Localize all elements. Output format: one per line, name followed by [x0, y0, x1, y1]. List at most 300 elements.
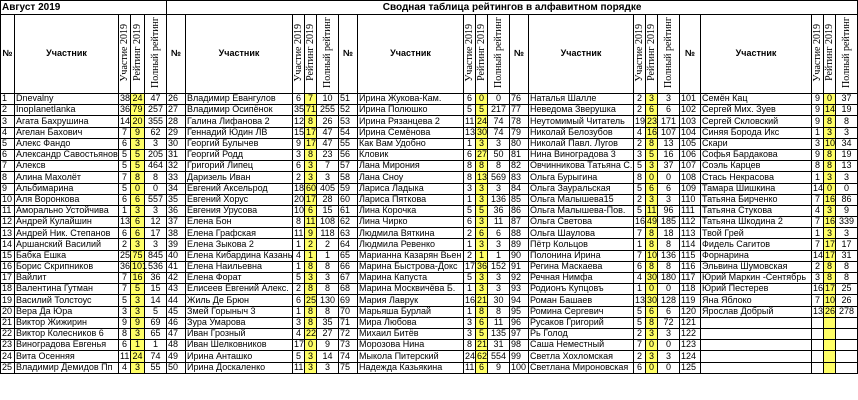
participation-2019: 20: [294, 193, 305, 204]
full-rating: 19: [836, 105, 858, 116]
full-rating: 8: [317, 284, 339, 295]
header-full: [488, 15, 510, 94]
participant-name: Евгений Хорус: [186, 194, 293, 205]
participation-2019: 3: [812, 138, 824, 149]
participant-name: Вайлит: [15, 273, 119, 284]
full-rating: [836, 351, 858, 362]
rating-2019: 3: [476, 183, 488, 194]
rating-2019: 8: [646, 317, 658, 328]
rating-2019: 16: [825, 193, 836, 204]
header-rank-label: Рейтинг 2019: [824, 24, 836, 82]
full-rating: 0: [658, 340, 680, 351]
participant-name: Андрей Ник. Степанов: [15, 228, 119, 239]
row-number: 93: [510, 284, 529, 295]
table-row: [1, 161, 858, 172]
participant-name: Виктор Колесников 6: [15, 328, 119, 339]
row-number: 116: [680, 261, 701, 272]
rating-2019: 1: [131, 340, 145, 351]
full-rating: 27: [317, 328, 339, 339]
participant-name: Софья Бардакова: [701, 149, 812, 160]
participation-2019: 1: [293, 261, 305, 272]
participation-2019: 18: [294, 182, 305, 193]
participant-name: Ольга Шаулова: [529, 228, 634, 239]
participant-name: Елена Зыкова 2: [186, 239, 293, 250]
full-rating: 23: [317, 149, 339, 160]
participant-name: Борис Скрипников: [15, 261, 119, 272]
table-row: [1, 340, 858, 351]
row-number: 2: [1, 105, 15, 116]
participation-2019: 1: [464, 194, 476, 205]
participant-name: Марьяша Бурлай: [358, 306, 464, 317]
row-number: 37: [167, 217, 186, 228]
rating-2019: 24: [132, 93, 143, 104]
participation-2019: 7: [119, 172, 131, 183]
participant-name: Светла Хохломская: [529, 351, 634, 362]
rating-2019: 11: [306, 216, 316, 227]
rating-2019: 21: [477, 339, 488, 350]
participant-name: [701, 328, 812, 339]
participation-2019: 3: [812, 273, 824, 284]
header-number: №: [1, 15, 15, 94]
participant-name: Регина Маскаева: [529, 261, 634, 272]
participant-name: Форнарина: [701, 250, 812, 261]
rating-2019: 6: [646, 183, 658, 194]
row-number: 46: [167, 317, 186, 328]
full-rating: 9: [488, 362, 510, 373]
participant-name: Лана Сноу: [358, 172, 464, 183]
full-rating: 36: [145, 273, 167, 284]
participant-name: Речная Нимфа: [529, 273, 634, 284]
participant-name: Русаков Григорий: [529, 317, 634, 328]
row-number: 77: [510, 105, 529, 116]
row-number: 3: [1, 116, 15, 127]
full-rating: 1: [145, 340, 167, 351]
full-rating: 554: [488, 351, 510, 362]
participation-2019: 8: [293, 217, 305, 228]
participant-name: Как Вам Удобно: [358, 138, 464, 149]
row-number: 54: [339, 127, 358, 138]
participation-2019: 7: [634, 228, 646, 239]
full-rating: 3: [658, 94, 680, 105]
rating-2019: 6: [476, 317, 488, 328]
row-number: 59: [339, 183, 358, 194]
row-number: 60: [339, 194, 358, 205]
rating-2019: 17: [825, 249, 836, 260]
full-rating: 9: [317, 340, 339, 351]
row-number: 21: [1, 317, 15, 328]
participant-name: Неутомимый Читатель: [529, 116, 634, 127]
participant-name: Агата Бахрушина: [15, 116, 119, 127]
participation-2019: 3: [464, 183, 476, 194]
full-rating: 107: [658, 127, 680, 138]
full-rating: 72: [658, 317, 680, 328]
header-full-label: Полный рейтинг: [492, 17, 504, 89]
rating-2019: 3: [305, 172, 317, 183]
full-rating: 86: [836, 194, 858, 205]
participant-name: Вера Да Юра: [15, 306, 119, 317]
full-rating: 7: [317, 161, 339, 172]
participant-name: Пётр Кольцов: [529, 239, 634, 250]
participant-name: Полонина Ирина: [529, 250, 634, 261]
full-rating: [836, 362, 858, 373]
rating-2019: 25: [306, 294, 317, 305]
rating-2019: 3: [646, 194, 658, 205]
rating-2019: 0: [824, 183, 836, 194]
row-number: 18: [1, 284, 15, 295]
row-number: 100: [510, 362, 529, 373]
rating-2019: 3: [824, 172, 836, 183]
participation-2019: 16: [813, 283, 824, 294]
rating-2019: 30: [647, 272, 658, 283]
row-number: 85: [510, 194, 529, 205]
rating-2019: 3: [476, 194, 488, 205]
row-number: 104: [680, 127, 701, 138]
participant-name: Аля Воронкова: [15, 194, 119, 205]
header-full: [658, 15, 680, 94]
participation-2019: 2: [634, 194, 646, 205]
row-number: 45: [167, 306, 186, 317]
rating-2019: 3: [646, 328, 658, 339]
full-rating: 3: [488, 273, 510, 284]
table-row: [1, 317, 858, 328]
table-row: [1, 127, 858, 138]
participant-name: [701, 351, 812, 362]
full-rating: 11: [488, 217, 510, 228]
participant-name: Синяя Борода Икс: [701, 127, 812, 138]
participant-name: Овчинникова Татьяна С.: [530, 160, 633, 171]
participant-name: [701, 362, 812, 373]
participation-2019: 7: [812, 239, 824, 250]
participation-2019: [812, 328, 824, 339]
row-number: 64: [339, 239, 358, 250]
participation-2019: 2: [634, 105, 646, 116]
row-number: 13: [1, 228, 15, 239]
rating-2019: 0: [305, 340, 317, 351]
participation-2019: [812, 340, 824, 351]
participant-name: Эльвина Шумовская: [701, 261, 812, 272]
participation-2019: 16: [635, 216, 646, 227]
participation-2019: 1: [812, 228, 824, 239]
header-part-label: Участие 2019: [119, 23, 130, 82]
rating-2019: 62: [477, 350, 488, 361]
row-number: 63: [339, 228, 358, 239]
rating-2019: 8: [646, 228, 658, 239]
full-rating: 0: [145, 183, 167, 194]
participant-name: Николай Белозубов: [529, 127, 634, 138]
participation-2019: 17: [294, 339, 305, 350]
participation-2019: 4: [634, 127, 646, 138]
participation-2019: 1: [293, 306, 305, 317]
participant-name: Лариса Ладыка: [358, 183, 464, 194]
participation-2019: 9: [812, 105, 824, 116]
participation-2019: 2: [293, 284, 305, 295]
full-rating: 128: [658, 295, 680, 306]
participation-2019: 2: [293, 172, 305, 183]
rating-2019: 3: [305, 362, 317, 373]
participation-2019: 4: [293, 328, 305, 339]
participant-name: Альбимарина: [15, 183, 119, 194]
participant-name: Ольга Бурыгина: [529, 172, 634, 183]
table-row: [1, 284, 858, 295]
rating-2019: 9: [131, 127, 145, 138]
row-number: 33: [167, 172, 186, 183]
rating-2019: 0: [476, 94, 488, 105]
header-part: [634, 15, 646, 94]
header-full: [145, 15, 167, 94]
full-rating: 50: [488, 149, 510, 160]
row-number: 96: [510, 317, 529, 328]
rating-2019: 1: [476, 250, 488, 261]
header-rank-label: Рейтинг 2019: [131, 24, 143, 82]
participation-2019: 25: [120, 249, 131, 260]
participant-name: Георгий Булычев: [186, 138, 293, 149]
participant-name: Владимир Демидов Пп: [15, 362, 119, 373]
full-rating: 18: [658, 228, 680, 239]
full-rating: 37: [836, 94, 858, 105]
participation-2019: 1: [464, 306, 476, 317]
full-rating: 3: [488, 239, 510, 250]
participant-name: Елисеев Евгений Алекс.: [186, 284, 293, 295]
row-number: 58: [339, 172, 358, 183]
table-row: [1, 261, 858, 272]
participant-name: Марина Быстрова-Докс: [358, 261, 464, 272]
participation-2019: 9: [119, 317, 131, 328]
participant-name: Кловик: [358, 149, 464, 160]
participation-2019: 13: [635, 294, 646, 305]
rating-2019: 16: [647, 126, 658, 137]
full-rating: 845: [145, 250, 167, 261]
rating-2019: 5: [131, 284, 145, 295]
participation-2019: 1: [464, 284, 476, 295]
row-number: 20: [1, 306, 15, 317]
rating-2019: [824, 340, 836, 351]
participation-2019: 8: [119, 328, 131, 339]
rating-2019: [824, 362, 836, 373]
rating-2019: 3: [824, 127, 836, 138]
header-number: №: [339, 15, 358, 94]
participation-2019: 5: [293, 351, 305, 362]
participant-name: Николай Павл. Лугов: [529, 138, 634, 149]
full-rating: [836, 328, 858, 339]
table-row: [1, 194, 858, 205]
row-number: 24: [1, 351, 15, 362]
rating-2019: 3: [476, 273, 488, 284]
participant-name: Ольга Светова: [529, 217, 634, 228]
full-rating: 15: [317, 205, 339, 216]
participant-name: Марина Москвичёва Б.: [358, 284, 464, 295]
rating-2019: 6: [131, 194, 145, 205]
rating-2019: 3: [646, 161, 658, 172]
full-rating: 0: [658, 362, 680, 373]
full-rating: 3: [836, 228, 858, 239]
participant-name: Аршанский Василий: [15, 239, 119, 250]
header-number: №: [167, 15, 186, 94]
participation-2019: 4: [119, 362, 131, 373]
participation-2019: 8: [634, 172, 646, 183]
row-number: 97: [510, 328, 529, 339]
rating-2019: 36: [477, 261, 488, 272]
participation-2019: 14: [813, 182, 824, 193]
participant-name: Валентина Гутман: [15, 284, 119, 295]
participation-2019: 6: [119, 194, 131, 205]
participation-2019: 1: [464, 138, 476, 149]
participant-name: Алекс Фандо: [15, 138, 119, 149]
rating-2019: 9: [305, 228, 317, 239]
participation-2019: 19: [635, 115, 646, 126]
rating-2019: 5: [131, 149, 145, 160]
row-number: 102: [680, 105, 701, 116]
row-number: 30: [167, 138, 186, 149]
rating-2019: 3: [131, 295, 145, 306]
participant-name: Сергей Скловский: [701, 116, 812, 127]
header-part: [119, 15, 131, 94]
participation-2019: 11: [294, 227, 304, 238]
row-number: 113: [680, 228, 701, 239]
rating-2019: 13: [477, 171, 488, 182]
rating-2019: 3: [131, 239, 145, 250]
participant-name: Юрий Маркин -Сентябрь: [701, 273, 812, 284]
row-number: 40: [167, 250, 186, 261]
table-row: [1, 116, 858, 127]
rating-2019: 23: [647, 115, 658, 126]
participant-name: Ирина Доскаленко: [186, 362, 293, 373]
full-rating: 34: [836, 138, 858, 149]
rating-2019: 17: [306, 138, 317, 149]
participant-name: Лариса Пяткова: [358, 194, 464, 205]
participant-name: [701, 340, 812, 351]
participation-2019: 1: [119, 205, 131, 216]
rating-2019: 10: [825, 294, 836, 305]
participant-name: Ромина Сергевич: [529, 306, 634, 317]
rating-2019: 24: [132, 350, 143, 361]
full-rating: 26: [836, 295, 858, 306]
participation-2019: 3: [293, 317, 305, 328]
row-number: 53: [339, 116, 358, 127]
month-label: Август 2019: [1, 1, 167, 15]
full-rating: 35: [317, 317, 339, 328]
participant-name: Ирина Полюшко: [358, 105, 464, 116]
header-full-label: Полный рейтинг: [321, 17, 333, 89]
row-number: 7: [1, 161, 15, 172]
row-number: 76: [510, 94, 529, 105]
participant-name: Жиль Де Брюн: [186, 295, 293, 306]
row-number: 22: [1, 328, 15, 339]
participant-name: Саша Неместный: [529, 340, 634, 351]
rating-2019: 6: [646, 306, 658, 317]
participation-2019: 2: [634, 138, 646, 149]
rating-2019: 8: [824, 273, 836, 284]
full-rating: 3: [836, 127, 858, 138]
rating-2019: 30: [477, 126, 488, 137]
rating-2019: 6: [131, 228, 145, 239]
participation-2019: [812, 317, 824, 328]
full-rating: 10: [317, 94, 339, 105]
rating-2019: 3: [305, 351, 317, 362]
full-rating: 6: [658, 306, 680, 317]
participant-name: Лана Мирония: [358, 161, 464, 172]
rating-2019: 3: [476, 138, 488, 149]
full-rating: 255: [317, 105, 339, 116]
header-full: [317, 15, 339, 94]
row-number: 115: [680, 250, 701, 261]
column-header-row: [1, 15, 858, 94]
full-rating: 36: [488, 205, 510, 216]
rating-2019: [824, 317, 836, 328]
rating-2019: 3: [646, 351, 658, 362]
rating-2019: 8: [305, 149, 317, 160]
full-rating: 19: [836, 149, 858, 160]
participant-name: Агелан Бахович: [15, 127, 119, 138]
participation-2019: 1: [812, 127, 824, 138]
rating-2019: 8: [824, 261, 836, 272]
participation-2019: 5: [464, 105, 476, 116]
row-number: 70: [339, 306, 358, 317]
row-number: 87: [510, 217, 529, 228]
header-full-label: Полный рейтинг: [149, 17, 161, 89]
rating-2019: 0: [131, 183, 145, 194]
row-number: 48: [167, 340, 186, 351]
row-number: 81: [510, 149, 529, 160]
participation-2019: 4: [634, 273, 646, 284]
full-rating: 1: [317, 250, 339, 261]
row-number: 42: [167, 273, 186, 284]
header-part: [812, 15, 824, 94]
row-number: 69: [339, 295, 358, 306]
row-number: 34: [167, 183, 186, 194]
full-rating: 13: [836, 161, 858, 172]
row-number: 72: [339, 328, 358, 339]
full-rating: 3: [145, 205, 167, 216]
rating-2019: 3: [476, 217, 488, 228]
participant-name: Григорий Липец: [186, 161, 293, 172]
participant-name: Нина Виноградова 3: [529, 149, 634, 160]
rating-2019: 10: [825, 138, 836, 149]
participant-name: Иван Шелковников: [186, 340, 293, 351]
participant-name: Алексв: [15, 161, 119, 172]
row-number: 39: [167, 239, 186, 250]
participation-2019: 1: [812, 172, 824, 183]
participant-name: Стась Некрасова: [701, 172, 812, 183]
participant-name: [701, 317, 812, 328]
header-number: №: [510, 15, 529, 94]
row-number: 1: [1, 94, 15, 105]
full-rating: 14: [145, 295, 167, 306]
participant-name: Елена Бон: [186, 217, 293, 228]
rating-2019: 8: [824, 161, 836, 172]
participation-2019: 7: [634, 340, 646, 351]
rating-2019: 3: [131, 362, 145, 373]
participant-name: Евгения Урусова: [186, 205, 293, 216]
participant-name: Змей Горыныч 3: [186, 306, 293, 317]
full-rating: 15: [145, 284, 167, 295]
rating-2019: 5: [476, 328, 488, 339]
rating-2019: 71: [306, 104, 317, 115]
full-rating: 536: [145, 261, 167, 272]
participant-name: Тамара Шишкина: [701, 183, 812, 194]
participant-name: Александр Савостьянов: [16, 149, 118, 160]
participation-2019: 5: [464, 273, 476, 284]
participation-2019: 6: [119, 138, 131, 149]
row-number: 67: [339, 273, 358, 284]
rating-2019: 6: [476, 362, 488, 373]
header-part: [464, 15, 476, 94]
header-part-label: Участие 2019: [293, 23, 305, 82]
row-number: 122: [680, 328, 701, 339]
full-rating: 3: [488, 284, 510, 295]
rating-2019: 21: [477, 294, 488, 305]
participation-2019: 1: [634, 239, 646, 250]
participation-2019: 13: [465, 126, 476, 137]
